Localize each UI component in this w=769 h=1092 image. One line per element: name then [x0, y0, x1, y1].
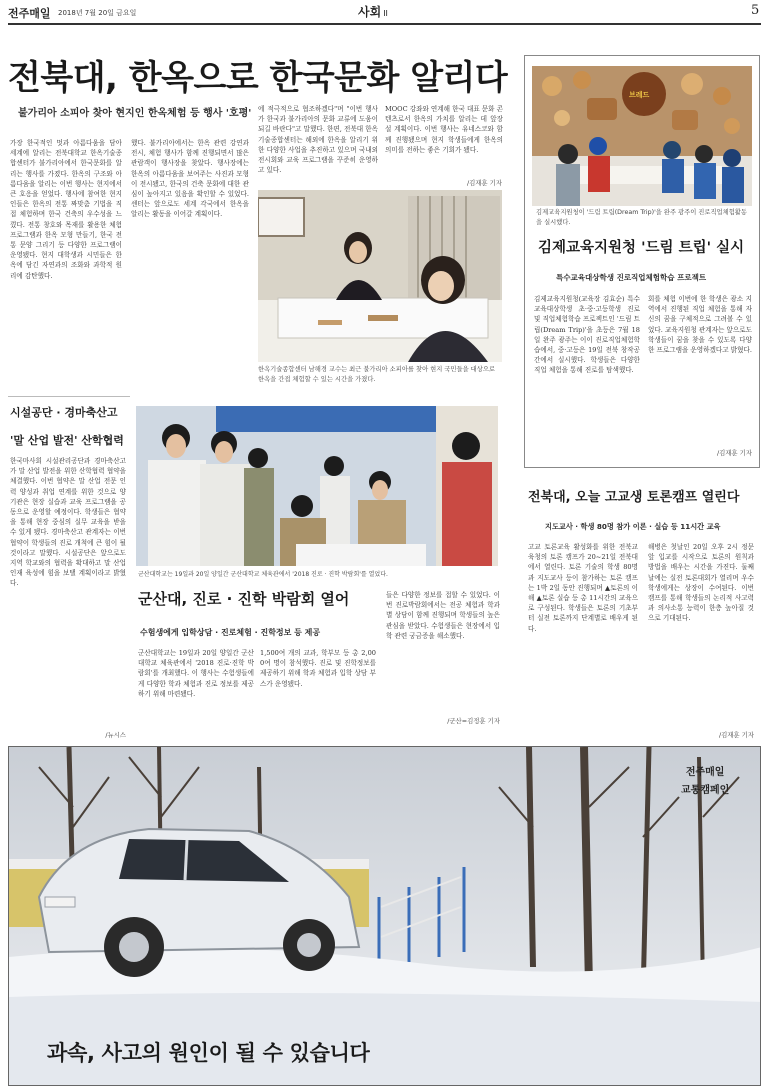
gunsan-col-1: 군산대학교는 19일과 20일 양일간 군산대학교 체육관에서 '2018 진로·진학 박람회'를 개최했다. 이 행사는 수험생들에게 다양한 학과 체험과 진로 정보를 제공하기 위해 마련됐다. [138, 649, 254, 698]
debate-col-1: 고교 토론교육 활성화를 위한 전북교육청의 토론 캠프가 20~21일 전북대에서 열린다. 토론 기술의 학생 80명과 지도교사 등이 참가하는 토론 캠프는 1박 2일 동안 진행되며 ▲토론의 이해 ▲토론 실습 등 총 11시간의 교육으로 구성된다. 학생들은 토론의 기초부터 실전 토론까지 단계별로 배우게 된다. [528, 543, 638, 633]
campaign-label [681, 763, 729, 796]
section-title: 사회 [358, 5, 382, 19]
lead-subheadline: 불가리아 소피아 찾아 현지인 한옥체험 등 행사 '호평' [18, 108, 252, 119]
masthead: 전주매일 [8, 7, 51, 20]
debate-headline: 전북대, 오늘 고교생 토론캠프 열린다 [528, 490, 740, 505]
dream-trip-byline: /김재훈 기자 [716, 449, 752, 457]
debate-byline: /김재훈 기자 [718, 731, 754, 739]
page-header [0, 0, 769, 26]
lead-col-3: 에 적극적으로 협조하겠다"며 "이번 행사가 한국과 불가리아의 문화 교류에 도움이 되길 바란다"고 말했다. 한편, 전북대 한옥기술종합센터는 해외에 한옥을 알리기 위한 다양한 사업을 추진하고 있으며 국내외 전시회와 교육 프로그램을 꾸준히 운영하고 있다. [258, 105, 378, 175]
gunsan-photo-caption: 군산대학교는 19일과 20일 양일간 군산대학교 체육관에서 '2018 진로 · 진학 박람회'를 열었다. [138, 571, 388, 578]
campaign-label-paper: 전주매일 [685, 767, 725, 778]
campaign-label-title: 교통캠페인 [681, 785, 730, 796]
horse-body: 한국마사회 시설관리공단과 경마축산고가 말 산업 발전을 위한 산학협력 협약을 체결했다. 이번 협약은 말 산업 전문 인력 양성과 취업 연계를 위한 것으로 양 기관은 현장 실습과 교육 프로그램을 공동으로 운영할 예정이다. 학생들은 협약을 통해 현장 중심의 실무 교육을 받을 수 있게 됐다. 경마축산고 관계자는 이번 협약이 학생들의 진로 개척에 큰 힘이 될 것이라고 말했다. 시설공단은 앞으로도 지역 학교와의 협력을 확대하고 말 산업 인재 육성에 힘을 보탤 계획이라고 밝혔다. [10, 457, 126, 588]
dream-trip-col-2: 회를 체험 이번에 한 학생은 광소 지역에서 진행된 직업 체험을 통해 자신의 꿈을 구체적으로 그려볼 수 있었다. 교육지원청 관계자는 앞으로도 학생들이 꿈을 찾을 수 있도록 다양한 프로그램을 운영하겠다고 밝혔다. [648, 295, 752, 355]
bakery-badge: 브레드 [629, 91, 650, 99]
dream-trip-col-1: 김제교육지원청(교육장 김효순) 특수교육대상학생 초·중·고등학생 진로 및 직업체험학습 프로젝트인 '드림 트립(Dream Trip)'을 초등은 7월 18일 완주 광주는 이이 진로직업체험학습에서, 중·고등은 19일 전북 창작공간에서 실시했다. 학생들은 다양한 직업 체험을 통해 진로를 탐색했다. [534, 295, 640, 375]
page-number: 5 [751, 3, 760, 18]
dream-trip-photo [532, 66, 752, 206]
gunsan-subheadline: 수험생에게 입학상담 · 진로체험 · 진학정보 등 제공 [140, 628, 321, 637]
workshop-scene [258, 190, 502, 362]
horse-headline-top: 시설공단 · 경마축산고 [10, 406, 118, 419]
horse-headline: '말 산업 발전' 산학협력 [10, 434, 124, 447]
gunsan-headline: 군산대, 진로 · 진학 박람회 열어 [138, 590, 350, 608]
campaign-ad [8, 746, 761, 1086]
section-name [358, 3, 388, 20]
gunsan-col-3: 들은 다양한 정보를 접할 수 있었다. 이번 진로박람회에서는 전공 체험과 학과별 상담이 함께 진행되며 학생들의 높은 관심을 받았다. 수험생들은 현장에서 입학 관련 궁금증을 해소했다. [386, 591, 500, 640]
dream-trip-photo-caption: 김제교육지원청이 '드림 트립(Dream Trip)'을 완주 광주이 진로직업체험활동을 실시했다. [536, 209, 747, 226]
header-rule [8, 23, 761, 25]
dream-trip-subheadline: 특수교육대상학생 진로직업체험학습 프로젝트 [556, 273, 707, 282]
lead-byline: /김재훈 기자 [466, 179, 502, 187]
debate-col-2: 해병은 첫날인 20일 오후 2시 정문 앞 입교를 시작으로 토론의 원칙과 방법을 배우는 시간을 가진다. 둘째 날에는 실전 토론대회가 열리며 우수 학생에게는 상장이 수여된다. 이번 캠프를 통해 학생들의 논리적 사고력과 의사소통 능력이 한층 높아질 것으로 기대된다. [648, 543, 754, 623]
lead-col-4: MOOC 강좌와 연계해 한국 대표 문화 콘텐츠로서 한옥의 가치를 알리는 데 앞장설 계획이다. 이번 행사는 유네스코와 함께 진행됐으며 현지 학생들에게 한옥의 의미를 전하는 좋은 기회가 됐다. [385, 105, 503, 154]
debate-subheadline: 지도교사 · 학생 80명 참가 이론 · 실습 등 11시간 교육 [545, 522, 721, 531]
horse-byline: /뉴시스 [105, 731, 126, 739]
issue-date: 2018년 7월 20일 금요일 [58, 9, 137, 17]
lead-col-1: 가장 한국적인 멋과 아름다움을 담아 세계에 알리는 전북대학교 한옥기술종합센터가 불가리아에서 한국문화를 알리는 행사를 가졌다. 한옥의 구조와 아름다움을 알리는 이번 행사는 현지에서 큰 호응을 얻었다. 행사에 참여한 현지인들은 한옥의 전통 짜맞춤 기법을 직접 체험하며 한국 건축의 우수성을 느꼈다. 전통 창호와 목재를 활용한 체험 프로그램과 한옥 모형 만들기, 한국 전통 문양 그리기 등 다양한 프로그램이 운영됐다. 현지 대학생과 시민들은 한옥에 담긴 자연과의 조화와 과학적 원리에 감탄했다. [10, 139, 122, 280]
dream-trip-headline: 김제교육지원청 '드림 트립' 실시 [538, 240, 745, 256]
snow-crash-scene [9, 747, 761, 1086]
lead-col-2: 했다. 불가리아에서는 한옥 관련 강연과 전시, 체험 행사가 함께 진행되면서 많은 관람객이 행사장을 찾았다. 행사장에는 한옥의 아름다움을 보여주는 사진과 모형이 전시됐고, 한국의 건축 문화에 대한 관심이 높아지고 있음을 확인할 수 있었다. 센터는 앞으로도 세계 각국에서 한옥을 알리는 활동을 이어갈 계획이다. [131, 139, 249, 219]
gunsan-byline: /군산=김정훈 기자 [447, 717, 500, 725]
lead-photo [258, 190, 502, 362]
lead-headline: 전북대, 한옥으로 한국문화 알리다 [8, 58, 508, 98]
section-suffix: II [383, 9, 388, 18]
lead-photo-caption: 한옥기술종합센터 남해경 교수는 최근 불가리아 소피아를 찾아 현지 국민들을 대상으로 한옥을 간접 체험할 수 있는 시간을 가졌다. [258, 366, 495, 383]
gunsan-col-2: 1,500여 개의 교과, 학부모 등 총 2,000여 명이 참석했다. 진로 및 진학정보를 제공하기 위해 학과 체험과 입학 상담 부스가 운영됐다. [260, 649, 376, 688]
bakery-scene [532, 66, 752, 206]
left-column-rule [8, 396, 130, 397]
campaign-slogan: 과속, 사고의 원인이 될 수 있습니다 [47, 1041, 370, 1065]
fair-scene [136, 406, 498, 566]
gunsan-photo [136, 406, 498, 566]
